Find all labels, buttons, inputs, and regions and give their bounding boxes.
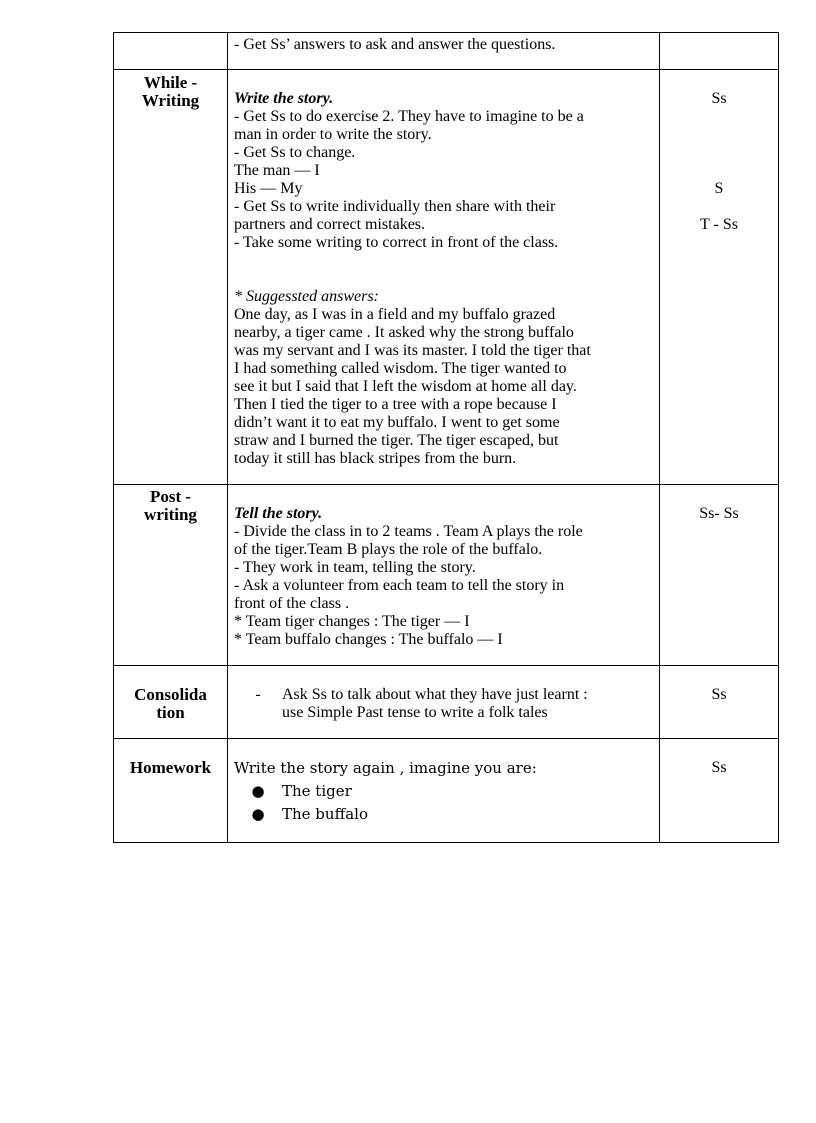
interaction-cell: [660, 739, 778, 842]
list-item: [234, 805, 653, 823]
procedure-line: of the tiger.Team B plays the role of the buffalo.: [234, 541, 543, 558]
stage-label: Post -: [149, 487, 192, 506]
answer-line: nearby, a tiger came . It asked why the strong buffalo: [234, 324, 574, 341]
bullet-icon: ●: [251, 782, 265, 800]
procedure-line: man in order to write the story.: [234, 126, 432, 143]
procedure-line: - Divide the class in to 2 teams . Team A plays the role: [234, 523, 583, 540]
bullet-text: The tiger: [282, 782, 352, 800]
stage-cell: [114, 70, 228, 484]
answer-line: see it but I said that I left the wisdom at home all day.: [234, 378, 577, 395]
procedure-line: front of the class .: [234, 595, 350, 612]
bullet-icon: ●: [251, 805, 265, 823]
interaction-label: Ss- Ss: [699, 505, 739, 522]
procedure-line: - Get Ss to do exercise 2. They have to imagine to be a: [234, 108, 584, 125]
procedure-line: The man — I: [234, 162, 320, 179]
procedure-cell: [228, 666, 660, 738]
procedure-cell: [228, 33, 660, 69]
dash-marker: -: [255, 686, 261, 703]
table-row: [114, 665, 778, 738]
answer-line: was my servant and I was its master. I told the tiger that: [234, 342, 591, 359]
stage-label: writing: [144, 505, 197, 524]
table-row: [114, 33, 778, 69]
interaction-label: Ss: [711, 759, 727, 776]
answer-line: straw and I burned the tiger. The tiger escaped, but: [234, 432, 559, 449]
procedure-cell: [228, 70, 660, 484]
procedure-line: Ask Ss to talk about what they have just learnt :: [282, 686, 588, 703]
stage-label: tion: [156, 703, 185, 722]
stage-cell: [114, 485, 228, 665]
procedure-line: use Simple Past tense to write a folk tales: [282, 704, 548, 721]
answer-line: I had something called wisdom. The tiger wanted to: [234, 360, 567, 377]
procedure-line: His — My: [234, 180, 303, 197]
interaction-cell: [660, 70, 778, 484]
stage-label: Consolida: [134, 685, 207, 704]
procedure-line: * Team tiger changes : The tiger — I: [234, 613, 470, 630]
interaction-label: T - Ss: [700, 216, 738, 233]
procedure-line: * Team buffalo changes : The buffalo — I: [234, 631, 503, 648]
procedure-line: - Get Ss to write individually then share with their: [234, 198, 556, 215]
bullet-text: The buffalo: [282, 805, 369, 823]
table-row: [114, 69, 778, 484]
list-item: [234, 782, 653, 800]
stage-cell: [114, 666, 228, 738]
activity-heading: Tell the story.: [234, 505, 323, 522]
homework-intro: Write the story again , imagine you are:: [234, 759, 537, 777]
interaction-cell: [660, 666, 778, 738]
stage-label: While -: [143, 73, 198, 92]
table-row: [114, 484, 778, 665]
lesson-plan-table: [113, 32, 779, 843]
activity-heading: Write the story.: [234, 90, 334, 107]
answer-line: One day, as I was in a field and my buffalo grazed: [234, 306, 556, 323]
table-row: [114, 738, 778, 842]
procedure-line: - Ask a volunteer from each team to tell the story in: [234, 577, 565, 594]
interaction-label: Ss: [711, 686, 727, 703]
procedure-cell: [228, 485, 660, 665]
stage-label: Homework: [129, 758, 212, 777]
procedure-line: - Get Ss’ answers to ask and answer the questions.: [234, 36, 556, 53]
procedure-line: partners and correct mistakes.: [234, 216, 426, 233]
answer-line: Then I tied the tiger to a tree with a rope because I: [234, 396, 557, 413]
procedure-line: - Take some writing to correct in front of the class.: [234, 234, 559, 251]
interaction-cell: [660, 33, 778, 69]
answer-line: today it still has black stripes from the burn.: [234, 450, 517, 467]
stage-cell: [114, 33, 228, 69]
interaction-label: Ss: [711, 90, 727, 107]
stage-cell: [114, 739, 228, 842]
suggested-answers-label: * Suggessted answers:: [234, 288, 379, 305]
stage-label: Writing: [141, 91, 200, 110]
answer-line: didn’t want it to eat my buffalo. I went to get some: [234, 414, 560, 431]
procedure-line: - Get Ss to change.: [234, 144, 356, 161]
interaction-cell: [660, 485, 778, 665]
procedure-cell: [228, 739, 660, 842]
interaction-label: S: [714, 180, 724, 197]
procedure-line: - They work in team, telling the story.: [234, 559, 476, 576]
